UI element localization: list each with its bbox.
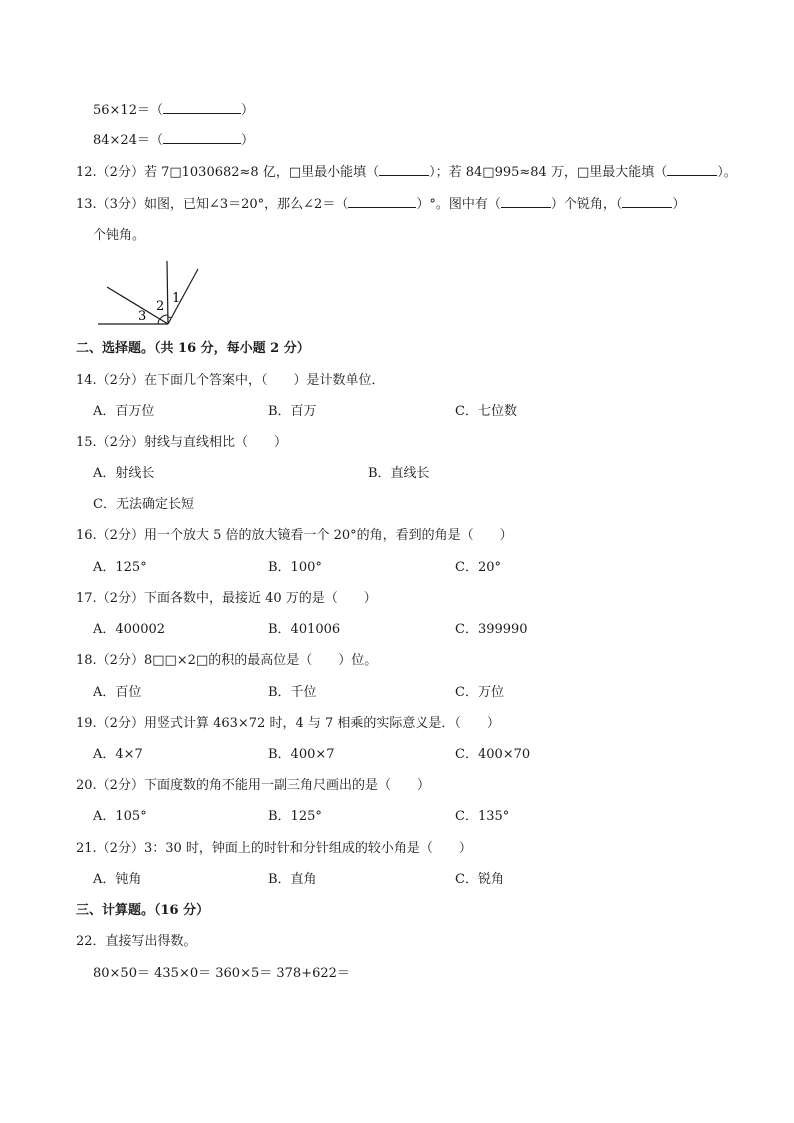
section-2-title: 二、选择题。（共 16 分，每小题 2 分） xyxy=(76,341,310,356)
option-b[interactable]: B．直角 xyxy=(268,872,317,887)
question-21: 21.（2分）3：30 时，钟面上的时针和分针组成的较小角是（ ） xyxy=(76,841,472,856)
calc-item: 435×0＝ xyxy=(154,966,212,981)
option-a[interactable]: A．125° xyxy=(93,560,147,575)
question-18: 18.（2分）8□□×2□的积的最高位是（ ）位。 xyxy=(76,653,378,668)
section-3-title: 三、计算题。（16 分） xyxy=(76,903,210,918)
option-c[interactable]: C．无法确定长短 xyxy=(93,497,194,512)
option-a[interactable]: A．百位 xyxy=(93,685,142,700)
answer-blank[interactable] xyxy=(163,101,241,114)
option-b[interactable]: B．400×7 xyxy=(268,747,335,762)
option-a[interactable]: A．百万位 xyxy=(93,404,155,419)
question-14: 14.（2分）在下面几个答案中，（ ）是计数单位． xyxy=(76,373,385,388)
label-2: 2 xyxy=(156,299,165,314)
option-c[interactable]: C．万位 xyxy=(455,685,504,700)
option-a[interactable]: A．钝角 xyxy=(93,872,142,887)
q11-line2: 84×24＝（ ） xyxy=(93,133,254,148)
label-1: 1 xyxy=(172,291,181,306)
label-3: 3 xyxy=(138,309,147,324)
arc-3 xyxy=(158,319,160,324)
option-b[interactable]: B．百万 xyxy=(268,404,317,419)
answer-blank[interactable] xyxy=(348,195,416,208)
option-b[interactable]: B．100° xyxy=(268,560,322,575)
q11-line1: 56×12＝（ ） xyxy=(93,103,254,118)
question-22: 22．直接写出得数。 xyxy=(76,934,197,949)
question-13: 13.（3分）如图，已知∠3＝20°，那么∠2＝（ ）°。图中有（ ）个锐角，（ ） xyxy=(76,197,686,212)
calc-item: 80×50＝ xyxy=(93,966,150,981)
option-a[interactable]: A．400002 xyxy=(93,622,166,637)
answer-blank[interactable] xyxy=(667,163,717,176)
option-a[interactable]: A．射线长 xyxy=(93,466,155,481)
question-13-line2: 个钝角。 xyxy=(93,228,146,243)
arc-2 xyxy=(160,315,168,319)
option-c[interactable]: C．20° xyxy=(455,560,501,575)
option-a[interactable]: A．105° xyxy=(93,809,147,824)
answer-blank[interactable] xyxy=(163,131,241,144)
angle-figure xyxy=(92,258,212,338)
question-15: 15.（2分）射线与直线相比（ ） xyxy=(76,435,287,450)
question-20: 20.（2分）下面度数的角不能用一副三角尺画出的是（ ） xyxy=(76,778,430,793)
option-b[interactable]: B．千位 xyxy=(268,685,317,700)
calc-item: 360×5＝ xyxy=(215,966,273,981)
option-c[interactable]: C．七位数 xyxy=(455,404,517,419)
question-17: 17.（2分）下面各数中，最接近 40 万的是（ ） xyxy=(76,591,377,606)
option-c[interactable]: C．400×70 xyxy=(455,747,531,762)
question-12: 12.（2分）若 7□1030682≈8 亿，□里最小能填（ ）；若 84□995≈84 万，□里最大能填（ ）。 xyxy=(76,165,737,180)
option-b[interactable]: B．直线长 xyxy=(368,466,430,481)
answer-blank[interactable] xyxy=(379,163,429,176)
option-c[interactable]: C．锐角 xyxy=(455,872,504,887)
option-b[interactable]: B．125° xyxy=(268,809,322,824)
option-c[interactable]: C．399990 xyxy=(455,622,528,637)
answer-blank[interactable] xyxy=(622,195,672,208)
option-b[interactable]: B．401006 xyxy=(268,622,341,637)
option-a[interactable]: A．4×7 xyxy=(93,747,143,762)
option-c[interactable]: C．135° xyxy=(455,809,510,824)
answer-blank[interactable] xyxy=(501,195,551,208)
calc-row xyxy=(93,965,350,983)
question-16: 16.（2分）用一个放大 5 倍的放大镜看一个 20°的角，看到的角是（ ） xyxy=(76,528,513,543)
question-19: 19.（2分）用竖式计算 463×72 时，4 与 7 相乘的实际意义是．（ ） xyxy=(76,716,500,731)
calc-item: 378+622＝ xyxy=(276,966,350,981)
